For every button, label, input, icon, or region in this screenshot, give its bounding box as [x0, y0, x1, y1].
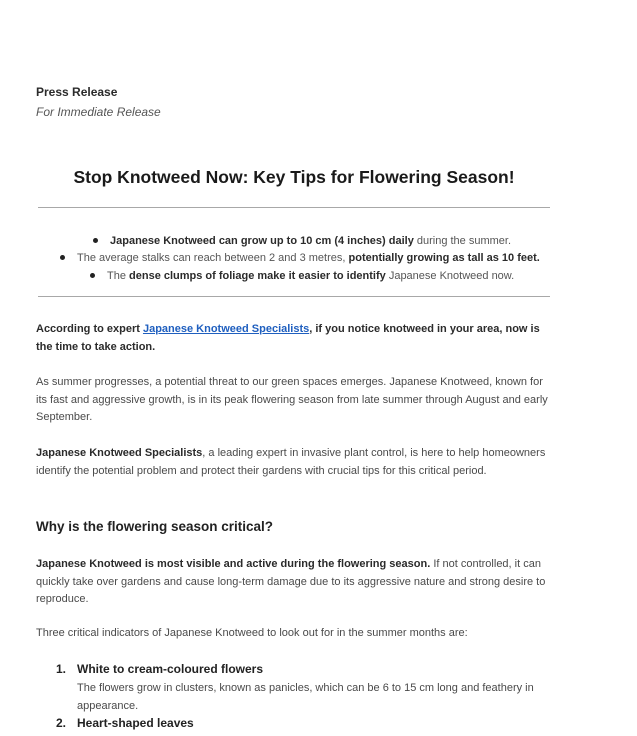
highlight-bold: dense clumps of foliage make it easier to identify [129, 270, 386, 282]
indicator-description: The flowers grow in clusters, known as panicles, which can be 6 to 15 cm long and feathery in appearance. [77, 682, 534, 712]
bullet-icon [93, 238, 98, 243]
visible-paragraph [36, 556, 556, 609]
highlight-text: during the summer. [413, 235, 512, 247]
highlight-item [90, 269, 514, 284]
highlight-item [60, 251, 540, 266]
page-title: Stop Knotweed Now: Key Tips for Flowering Season! [73, 167, 515, 187]
specialists-link[interactable]: Japanese Knotweed Specialists [142, 323, 310, 335]
indicators-list [56, 661, 556, 732]
highlight-bold: potentially growing as tall as 10 feet. [348, 252, 540, 264]
intro-paragraph [36, 321, 556, 356]
visible-bold: Japanese Knotweed is most visible and active during the flowering season. [36, 558, 431, 570]
intro-pre: According to expert [36, 323, 143, 335]
highlight-text: The [107, 270, 130, 282]
highlight-item [93, 234, 511, 249]
intro-post: , if you notice knotweed in your area, now is the time to take action. [36, 323, 540, 353]
indicator-item [56, 661, 556, 715]
section-heading: Why is the flowering season critical? [36, 519, 274, 534]
indicator-number: 2. [56, 716, 67, 730]
indicators-intro: Three critical indicators of Japanese Knotweed to look out for in the summer months are: [36, 627, 468, 639]
specialists-bold: Japanese Knotweed Specialists [36, 447, 203, 459]
visible-text: If not controlled, it can quickly take over gardens and cause long-term damage due to its aggressive nature and strong desire to reproduce. [36, 558, 546, 605]
indicator-title: Heart-shaped leaves [77, 716, 194, 730]
indicator-item [56, 715, 556, 732]
highlight-bold: Japanese Knotweed can grow up to 10 cm (4 inches) daily [110, 235, 414, 247]
immediate-release-label: For Immediate Release [36, 105, 161, 119]
specialists-paragraph [36, 445, 556, 480]
top-divider [38, 207, 550, 208]
bullet-icon [90, 273, 95, 278]
indicator-number: 1. [56, 662, 67, 676]
press-release-label: Press Release [36, 85, 118, 99]
summer-paragraph: As summer progresses, a potential threat to our green spaces emerges. Japanese Knotweed, known for its fast and aggressive growth, is in its peak flowering season from late summer through August and early September. [36, 376, 548, 423]
bullet-icon [60, 255, 65, 260]
highlight-text: Japanese Knotweed now. [385, 270, 515, 282]
indicator-title: White to cream-coloured flowers [77, 662, 264, 676]
bottom-divider [38, 296, 550, 297]
highlight-text: The average stalks can reach between 2 and 3 metres, [77, 252, 349, 264]
specialists-text: , a leading expert in invasive plant control, is here to help homeowners identify the potential problem and protect their gardens with crucial tips for this critical period. [36, 447, 546, 477]
